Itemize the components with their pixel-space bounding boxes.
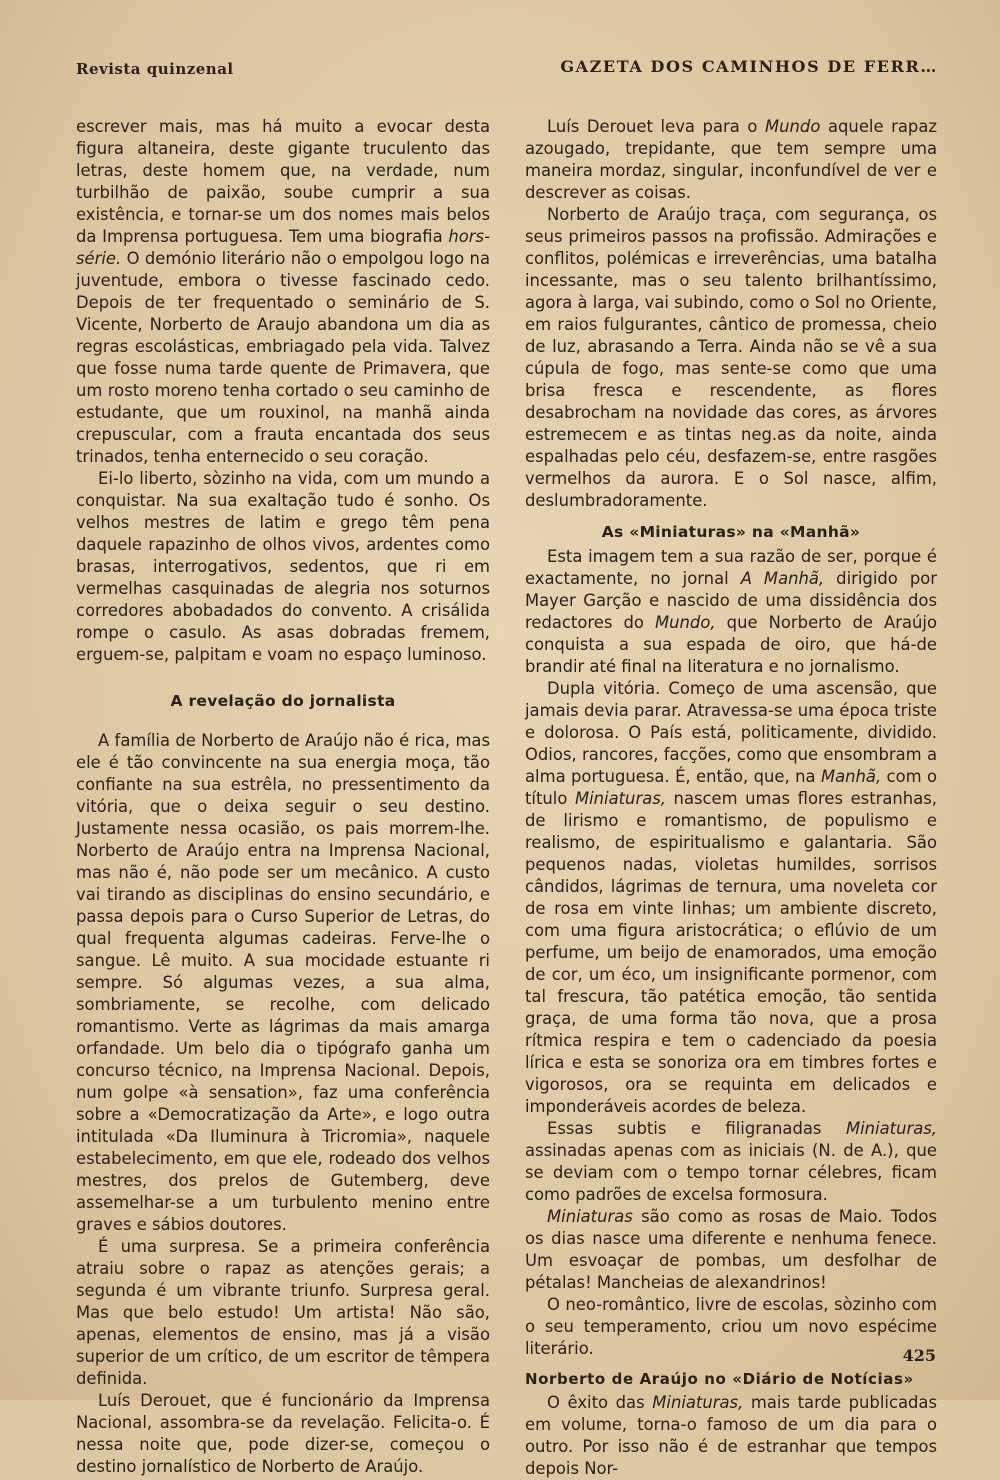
paragraph: O neo-romântico, livre de escolas, sòzinho com o seu temperamento, criou um novo espécime literário. (525, 1295, 937, 1358)
page-number: 425 (902, 1346, 936, 1365)
italic-text: hors-série. (76, 227, 490, 268)
italic-text: Miniaturas, (845, 1119, 937, 1138)
paragraph (525, 1206, 937, 1294)
paragraph (525, 116, 937, 204)
italic-text: Mundo, (655, 613, 716, 632)
left-column (76, 116, 490, 1478)
text-run: O êxito das (547, 1393, 653, 1412)
paragraph: É uma surpresa. Se a primeira conferência atraiu sobre o rapaz as atenções gerais; a segunda é um vibrante triunfo. Surpresa geral. Mas que belo estudo! Um artista! Não são, apenas, elementos de ensino, mas já a visão superior de um crítico, de um escritor de têmpera definida. (76, 1237, 490, 1388)
paragraph (525, 1392, 937, 1480)
italic-text: Manhã, (820, 767, 882, 786)
paragraph: Norberto de Araújo traça, com segurança, os seus primeiros passos na profissão. Admirações e conflitos, polémicas e irreverências, uma batalha incessante, mas o seu talento brilhantíssimo, agora à larga, vai subindo, como o Sol no Oriente, em raios fulgurantes, cântico de promessa, cheio de luz, abrasando a Terra. Ainda não se vê a sua cúpula de fogo, mas sente-se como que uma brisa fresca e rescendente, as flores desabrocham na novidade das cores, as árvores estremecem e as tintas neg.as da noite, ainda espalhadas pelo céu, desfazem-se, entre rasgões vermelhos da aurora. E o Sol nasce, alfim, deslumbradoramente. (525, 205, 937, 510)
text-run: Luís Derouet leva para o (547, 117, 766, 136)
section-heading: A revelação do jornalista (170, 692, 396, 710)
paragraph (525, 678, 937, 1118)
text-run: aquele rapaz azougado, trepidante, que tem sempre uma maneira mordaz, singular, inconfundível de ver e descrever as coisas. (525, 117, 937, 202)
text-run: escrever mais, mas há muito a evocar desta figura altaneira, deste gigante truculento das letras, deste homem que, na verdade, num turbilhão de paixão, soube cumprir a sua existência, e tornar-se um dos nomes mais belos da Imprensa portuguesa. Tem uma biografia (76, 117, 490, 246)
text-run: dirigido por Mayer Garção e nascido de uma dissidência dos redactores do (525, 569, 937, 632)
paragraph: A família de Norberto de Araújo não é rica, mas ele é tão convincente na sua energia moça, tão confiante na sua estrêla, no pressentimento da vitória, que o deixa seguir o seu destino. Justamente nessa ocasião, os pais morrem-lhe. Norberto de Araújo entra na Imprensa Nacional, mas não é, não pode ser um mecânico. A custo vai tirando as disciplinas do ensino secundário, e passa depois para o Curso Superior de Letras, do qual frequenta algumas cadeiras. Ferve-lhe o sangue. Lê muito. A sua mocidade estuante ri sempre. Só algumas vezes, a sua alma, sombriamente, se recolhe, com delicado romantismo. Verte as lágrimas da mais amarga orfandade. Um belo dia o tipógrafo ganha um concurso técnico, na Imprensa Nacional. Depois, num golpe «à sensation», faz uma conferência sobre a «Democratização da Arte», e logo outra intitulada «Da Iluminura à Tricromia», naquele estabelecimento, em que ele, rodeado dos velhos mestres, dos prelos de Gutemberg, deve assemelhar-se a um turbulento menino entre graves e sábios doutores. (76, 731, 490, 1234)
text-run: que Norberto de Araújo conquista a sua espada de oiro, que há-de brandir até final na literatura e no jornalismo. (525, 613, 937, 676)
right-column (525, 116, 937, 1480)
header-section-label: Revista quinzenal (76, 60, 234, 78)
italic-text: Miniaturas (547, 1207, 633, 1226)
italic-text: Miniaturas, (574, 789, 666, 808)
text-run: assinadas apenas com as iniciais (N. de A.), que se deviam com o tempo tornar célebres, ficam como padrões de excelsa formosura. (525, 1141, 937, 1204)
text-run: mais tarde publicadas em volume, torna-o famoso de um dia para o outro. Por isso não é de estranhar que tempos depois Nor- (525, 1393, 937, 1478)
italic-text: A Manhã, (740, 569, 825, 588)
italic-text: Miniaturas, (652, 1393, 744, 1412)
text-run: Esta imagem tem a sua razão de ser, porque é exactamente, no jornal (525, 547, 937, 588)
text-run: são como as rosas de Maio. Todos os dias nasce uma diferente e nenhuma fenece. Um esvoaçar de pombas, um desfolhar de pétalas! Mancheias de alexandrinos! (525, 1207, 937, 1292)
text-run: com o título (525, 767, 937, 808)
section-heading: Norberto de Araújo no «Diário de Notícias» (525, 1370, 914, 1388)
paragraph (525, 1118, 937, 1206)
section-heading: As «Miniaturas» na «Manhã» (601, 523, 861, 541)
header-publication-title: GAZETA DOS CAMINHOS DE FERR… (560, 57, 938, 76)
text-run: O demónio literário não o empolgou logo na juventude, embora o tivesse fascinado cedo. Depois de ter frequentado o seminário de S. Vicente, Norberto de Araujo abandona um dia as regras escolásticas, embriagado pela vida. Talvez que fosse numa tarde quente de Primavera, que um rosto moreno tenha cortado o seu caminho de estudante, que um rouxinol, na manhã ainda crepuscular, com a frauta encantada dos seus trinados, tenha enternecido o seu coração. (76, 249, 490, 466)
paragraph (76, 116, 490, 468)
text-run: Dupla vitória. Começo de uma ascensão, que jamais devia parar. Atravessa-se uma época triste e dolorosa. O País está, politicamente, dividido. Odios, rancores, facções, como que ensombram a alma portuguesa. É, então, que, na (525, 679, 937, 786)
text-run: Essas subtis e filigranadas (547, 1119, 846, 1138)
paragraph (525, 546, 937, 678)
paragraph: Luís Derouet, que é funcionário da Imprensa Nacional, assombra-se da revelação. Felicita-o. É nessa noite que, pode dizer-se, começou o destino jornalístico de Norberto de Araújo. (76, 1391, 490, 1476)
text-run: nascem umas flores estranhas, de lirismo e romantismo, de populismo e realismo, de espiritualismo e galantaria. São pequenos nadas, violetas humildes, sorrisos cândidos, lágrimas de ternura, uma noveleta cor de rosa em vinte linhas; um ambiente discreto, com uma figura aristocrática; o eflúvio de um perfume, um beijo de enamorados, uma emoção de cor, um éco, um insignificante pormenor, com tal frescura, tão patética emoção, tão sentida graça, de uma forma tão nova, que a prosa rítmica respira e tem o cadenciado da poesia lírica e esta se sonoriza ora em timbres fortes e vigorosos, ora se requinta em delicados e imponderáveis acordes de beleza. (525, 789, 937, 1116)
italic-text: Mundo (765, 117, 821, 136)
paragraph: Ei-lo liberto, sòzinho na vida, com um mundo a conquistar. Na sua exaltação tudo é sonho. Os velhos mestres de latim e grego têm pena daquele rapazinho de olhos vivos, ardentes como brasas, interrogativos, sedentos, que ri em vermelhas casquinadas de alegria nos soturnos corredores abobadados do convento. A crisálida rompe o casulo. As asas dobradas fremem, erguem-se, palpitam e voam no espaço luminoso. (76, 469, 490, 664)
